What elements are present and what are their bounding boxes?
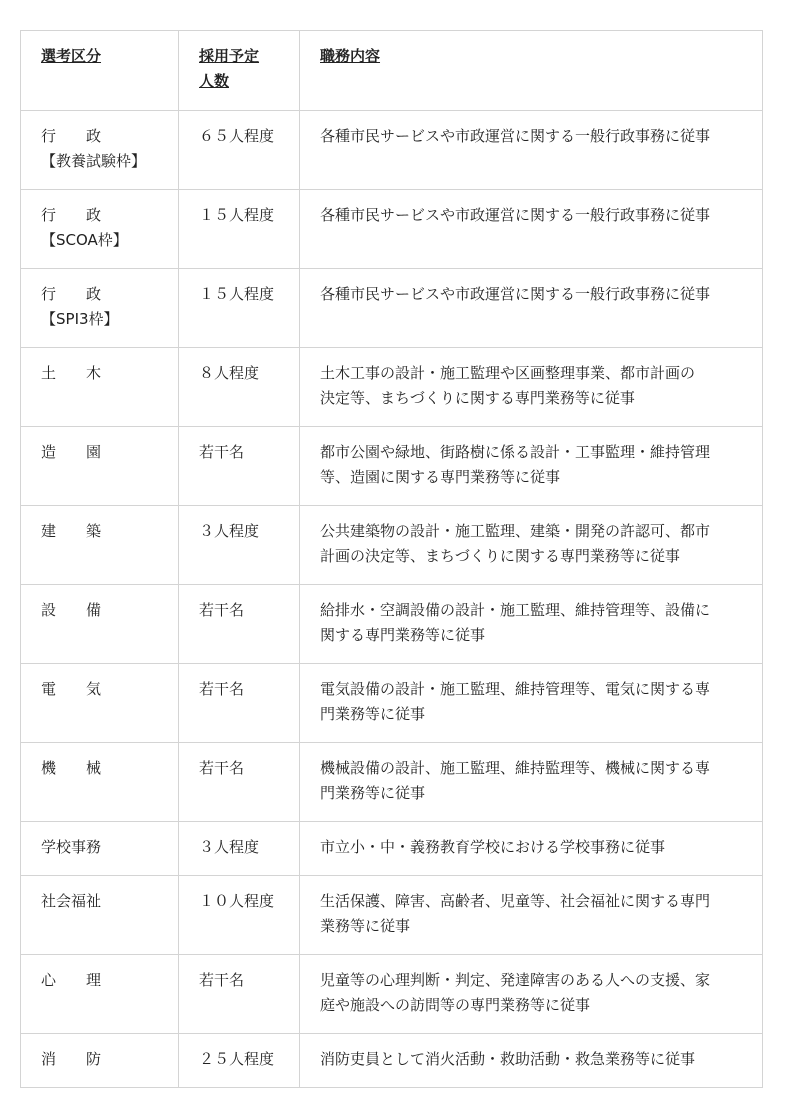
header-duties xyxy=(300,31,763,111)
duties-text-line: 児童等の心理判断・判定、発達障害のある人への支援、家 xyxy=(320,971,711,989)
header-row xyxy=(21,31,763,111)
category-label: 設 備 xyxy=(41,601,102,619)
duties-cell xyxy=(300,955,763,1034)
duties-cell xyxy=(300,585,763,664)
duties-text-line: 計画の決定等、まちづくりに関する専門業務等に従事 xyxy=(320,547,680,565)
table-row xyxy=(21,427,763,506)
positions-value: １０人程度 xyxy=(199,892,275,910)
duties-text-line: 電気設備の設計・施工監理、維持管理等、電気に関する専 xyxy=(320,680,711,698)
positions-value: 若干名 xyxy=(199,443,245,461)
duties-cell xyxy=(300,1034,763,1088)
positions-value: 若干名 xyxy=(199,759,245,777)
header-category xyxy=(21,31,179,111)
table-row xyxy=(21,506,763,585)
positions-value: ２５人程度 xyxy=(199,1050,275,1068)
category-cell xyxy=(21,427,179,506)
category-cell xyxy=(21,506,179,585)
category-label: 行 政 xyxy=(41,285,102,303)
category-cell xyxy=(21,876,179,955)
positions-value: ８人程度 xyxy=(199,364,260,382)
duties-text-line: 機械設備の設計、施工監理、維持監理等、機械に関する専 xyxy=(320,759,711,777)
category-sub-label: 【教養試験枠】 xyxy=(41,152,147,170)
duties-text-line: 決定等、まちづくりに関する専門業務等に従事 xyxy=(320,389,635,407)
duties-text-line: 各種市民サービスや市政運営に関する一般行政事務に従事 xyxy=(320,206,711,224)
category-cell xyxy=(21,585,179,664)
header-positions-line1: 採用予定 xyxy=(199,47,260,65)
category-cell xyxy=(21,190,179,269)
duties-cell xyxy=(300,427,763,506)
category-label: 建 築 xyxy=(41,522,102,540)
category-cell xyxy=(21,269,179,348)
category-label: 土 木 xyxy=(41,364,102,382)
table-row xyxy=(21,1034,763,1088)
positions-cell xyxy=(179,190,300,269)
recruitment-table xyxy=(20,30,763,1088)
category-sub-label: 【SCOA枠】 xyxy=(41,231,128,249)
table-row xyxy=(21,585,763,664)
category-label: 社会福祉 xyxy=(41,892,102,910)
duties-text-line: 土木工事の設計・施工監理や区画整理事業、都市計画の xyxy=(320,364,696,382)
duties-text-line: 各種市民サービスや市政運営に関する一般行政事務に従事 xyxy=(320,127,711,145)
duties-text-line: 各種市民サービスや市政運営に関する一般行政事務に従事 xyxy=(320,285,711,303)
duties-text-line: 消防吏員として消火活動・救助活動・救急業務等に従事 xyxy=(320,1050,696,1068)
category-label: 学校事務 xyxy=(41,838,102,856)
category-cell xyxy=(21,743,179,822)
header-positions xyxy=(179,31,300,111)
positions-value: ３人程度 xyxy=(199,838,260,856)
positions-cell xyxy=(179,743,300,822)
category-label: 消 防 xyxy=(41,1050,102,1068)
duties-cell xyxy=(300,664,763,743)
table-row xyxy=(21,190,763,269)
table-header xyxy=(21,31,763,111)
positions-cell xyxy=(179,585,300,664)
duties-text-line: 都市公園や緑地、街路樹に係る設計・工事監理・維持管理 xyxy=(320,443,711,461)
duties-text-line: 庭や施設への訪問等の専門業務等に従事 xyxy=(320,996,591,1014)
positions-value: １５人程度 xyxy=(199,285,275,303)
duties-text-line: 公共建築物の設計・施工監理、建築・開発の許認可、都市 xyxy=(320,522,711,540)
duties-text-line: 門業務等に従事 xyxy=(320,705,426,723)
category-label: 行 政 xyxy=(41,206,102,224)
category-cell xyxy=(21,664,179,743)
duties-cell xyxy=(300,190,763,269)
duties-cell xyxy=(300,822,763,876)
positions-cell xyxy=(179,876,300,955)
category-cell xyxy=(21,955,179,1034)
category-label: 行 政 xyxy=(41,127,102,145)
header-positions-line2: 人数 xyxy=(199,72,230,90)
duties-cell xyxy=(300,743,763,822)
duties-cell xyxy=(300,111,763,190)
table-row xyxy=(21,955,763,1034)
table-row xyxy=(21,348,763,427)
category-cell xyxy=(21,111,179,190)
category-label: 機 械 xyxy=(41,759,102,777)
positions-cell xyxy=(179,822,300,876)
header-duties-label: 職務内容 xyxy=(320,47,381,65)
category-cell xyxy=(21,1034,179,1088)
positions-value: 若干名 xyxy=(199,601,245,619)
positions-cell xyxy=(179,1034,300,1088)
duties-cell xyxy=(300,269,763,348)
positions-value: ６５人程度 xyxy=(199,127,275,145)
duties-text-line: 生活保護、障害、高齢者、児童等、社会福祉に関する専門 xyxy=(320,892,711,910)
positions-cell xyxy=(179,348,300,427)
header-category-label: 選考区分 xyxy=(41,47,102,65)
duties-cell xyxy=(300,876,763,955)
category-cell xyxy=(21,348,179,427)
positions-cell xyxy=(179,506,300,585)
duties-cell xyxy=(300,506,763,585)
positions-cell xyxy=(179,269,300,348)
duties-text-line: 業務等に従事 xyxy=(320,917,411,935)
category-label: 造 園 xyxy=(41,443,102,461)
positions-cell xyxy=(179,427,300,506)
category-label: 電 気 xyxy=(41,680,102,698)
positions-value: ３人程度 xyxy=(199,522,260,540)
table-row xyxy=(21,743,763,822)
table-row xyxy=(21,876,763,955)
positions-value: １５人程度 xyxy=(199,206,275,224)
table-row xyxy=(21,111,763,190)
positions-cell xyxy=(179,955,300,1034)
table-row xyxy=(21,269,763,348)
duties-text-line: 市立小・中・義務教育学校における学校事務に従事 xyxy=(320,838,666,856)
duties-text-line: 等、造園に関する専門業務等に従事 xyxy=(320,468,561,486)
duties-text-line: 給排水・空調設備の設計・施工監理、維持管理等、設備に xyxy=(320,601,711,619)
category-cell xyxy=(21,822,179,876)
duties-text-line: 門業務等に従事 xyxy=(320,784,426,802)
table-row xyxy=(21,664,763,743)
positions-value: 若干名 xyxy=(199,680,245,698)
table-row xyxy=(21,822,763,876)
positions-cell xyxy=(179,111,300,190)
positions-value: 若干名 xyxy=(199,971,245,989)
table-body xyxy=(21,111,763,1088)
positions-cell xyxy=(179,664,300,743)
category-label: 心 理 xyxy=(41,971,102,989)
duties-cell xyxy=(300,348,763,427)
duties-text-line: 関する専門業務等に従事 xyxy=(320,626,486,644)
category-sub-label: 【SPI3枠】 xyxy=(41,310,119,328)
